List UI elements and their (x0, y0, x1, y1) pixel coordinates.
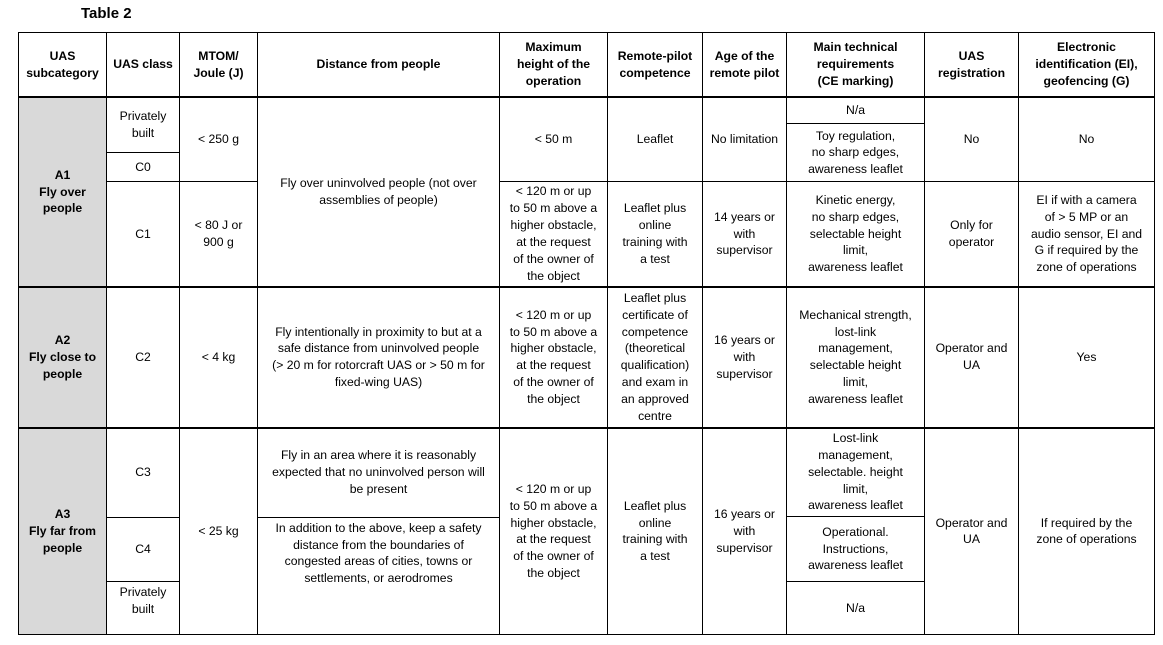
header-registration: UAS registration (925, 33, 1019, 98)
distance-a3-c4: In addition to the above, keep a safety distance from the boundaries of congested areas of cities, towns or settlements, or aerodromes (258, 517, 500, 634)
identification-a3: If required by the zone of operations (1019, 428, 1155, 635)
header-row (19, 33, 1155, 98)
technical-a3-c4: Operational. Instructions, awareness leaflet (787, 516, 925, 582)
height-a2: < 120 m or up to 50 m above a higher obstacle, at the request of the owner of the object (500, 287, 608, 428)
technical-a1-private: N/a (787, 97, 925, 124)
identification-a1-small: No (1019, 97, 1155, 181)
class-privately-built-a3: Privately built (107, 582, 180, 635)
registration-a3: Operator and UA (925, 428, 1019, 635)
table-row (19, 182, 1155, 236)
technical-a1-c1: Kinetic energy, no sharp edges, selectable height limit, awareness leaflet (787, 182, 925, 287)
height-a1-small: < 50 m (500, 97, 608, 181)
header-height: Maximum height of the operation (500, 33, 608, 98)
competence-a3: Leaflet plus online training with a test (608, 428, 703, 635)
table-caption: Table 2 (81, 5, 132, 22)
age-a2: 16 years or with supervisor (703, 287, 787, 428)
technical-a1-c0: Toy regulation, no sharp edges, awareness leaflet (787, 124, 925, 182)
class-c3: C3 (107, 428, 180, 517)
table-row (19, 97, 1155, 124)
registration-a2: Operator and UA (925, 287, 1019, 428)
mtom-a1-small: < 250 g (180, 97, 258, 181)
subcategory-a3: A3 Fly far from people (19, 428, 107, 635)
identification-a2: Yes (1019, 287, 1155, 428)
class-privately-built: Privately built (107, 97, 180, 153)
table-row (19, 428, 1155, 516)
class-c2: C2 (107, 287, 180, 428)
header-technical: Main technical requirements (CE marking) (787, 33, 925, 98)
technical-a3-private: N/a (787, 582, 925, 635)
subcategory-a2: A2 Fly close to people (19, 287, 107, 428)
uas-subcategory-table (18, 32, 1155, 635)
distance-a2: Fly intentionally in proximity to but at a safe distance from uninvolved people (> 20 m for rotorcraft UAS or > 50 m for fixed-wing UAS) (258, 287, 500, 428)
competence-a2: Leaflet plus certificate of competence (theoretical qualification) and exam in an approved centre (608, 287, 703, 428)
class-c4: C4 (107, 517, 180, 582)
height-a1-c1: < 120 m or up to 50 m above a higher obstacle, at the request of the owner of the object (500, 182, 608, 287)
age-a1-small: No limitation (703, 97, 787, 181)
mtom-a2: < 4 kg (180, 287, 258, 428)
header-distance: Distance from people (258, 33, 500, 98)
mtom-a3: < 25 kg (180, 428, 258, 635)
header-competence: Remote-pilot competence (608, 33, 703, 98)
distance-a1: Fly over uninvolved people (not over assemblies of people) (258, 97, 500, 287)
header-mtom: MTOM/ Joule (J) (180, 33, 258, 98)
age-a3: 16 years or with supervisor (703, 428, 787, 635)
class-c0: C0 (107, 153, 180, 182)
competence-a1-c1: Leaflet plus online training with a test (608, 182, 703, 287)
technical-a2: Mechanical strength, lost-link management, selectable height limit, awareness leaflet (787, 287, 925, 428)
distance-a3-c3: Fly in an area where it is reasonably expected that no uninvolved person will be present (258, 428, 500, 517)
registration-a1-small: No (925, 97, 1019, 181)
height-a3: < 120 m or up to 50 m above a higher obstacle, at the request of the owner of the object (500, 428, 608, 635)
table-row (19, 287, 1155, 428)
mtom-a1-c1: < 80 J or 900 g (180, 182, 258, 287)
competence-a1-small: Leaflet (608, 97, 703, 181)
subcategory-a1: A1 Fly over people (19, 97, 107, 287)
header-age: Age of the remote pilot (703, 33, 787, 98)
class-c1: C1 (107, 182, 180, 287)
header-class: UAS class (107, 33, 180, 98)
technical-a3-c3: Lost-link management, selectable. height limit, awareness leaflet (787, 428, 925, 516)
identification-a1-c1: EI if with a camera of > 5 MP or an audio sensor, EI and G if required by the zone of operations (1019, 182, 1155, 287)
age-a1-c1: 14 years or with supervisor (703, 182, 787, 287)
registration-a1-c1: Only for operator (925, 182, 1019, 287)
header-subcategory: UAS subcategory (19, 33, 107, 98)
header-identification: Electronic identification (EI), geofencing (G) (1019, 33, 1155, 98)
